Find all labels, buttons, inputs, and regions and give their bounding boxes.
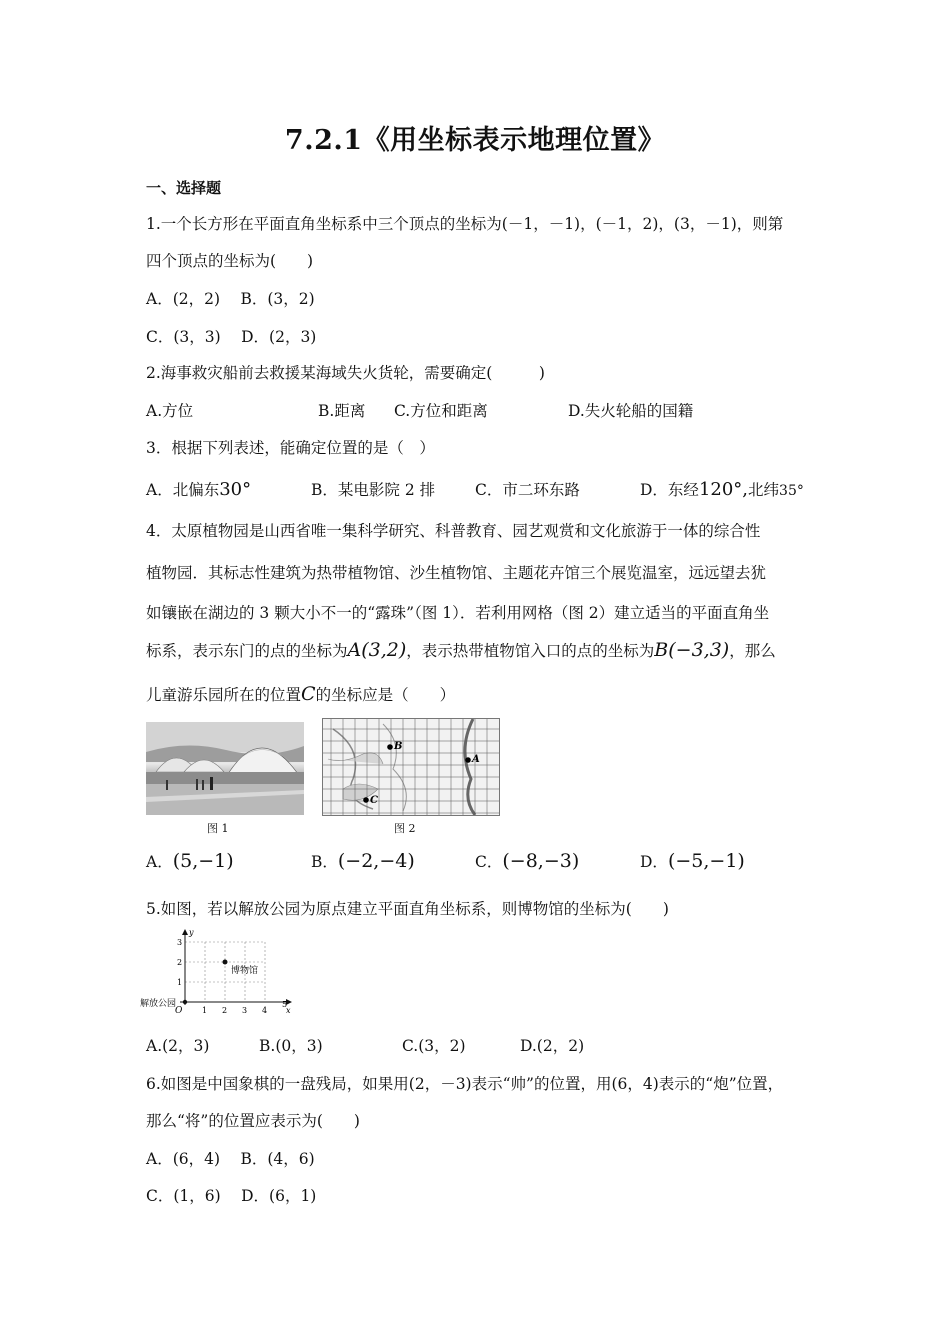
q5-origin-point: [183, 1000, 187, 1004]
q4-point-c: C: [301, 683, 316, 705]
q4-option-b-value: (−2,−4): [337, 850, 415, 872]
q4-option-b: [311, 850, 415, 872]
q2-stem: 2.海事救灾船前去救援某海域失火货轮，需要确定( ): [146, 364, 545, 382]
q5-option-a: A.(2，3): [146, 1037, 210, 1055]
map-label-c: C: [370, 795, 378, 806]
q5-museum-label: 博物馆: [231, 966, 259, 976]
q1-options-cd: C．(3，3) D．(2，3): [146, 328, 317, 346]
q5-x-tick: 2: [222, 1006, 228, 1015]
q4-option-d-label: D．: [640, 853, 668, 871]
q4-option-a-label: A．: [146, 853, 173, 871]
q5-stem: 5.如图，若以解放公园为原点建立平面直角坐标系，则博物馆的坐标为( ): [146, 900, 669, 918]
q4-stem-line2: 植物园．其标志性建筑为热带植物馆、沙生植物馆、主题花卉馆三个展览温室，远远望去犹: [146, 564, 767, 582]
q3-option-d: [640, 478, 804, 500]
q4-line4-part1: 标系，表示东门的点的坐标为: [146, 642, 348, 660]
q4-option-a-value: (5,−1): [172, 850, 234, 872]
dome-illustration: [146, 722, 304, 815]
q6-stem-line1: 6.如图是中国象棋的一盘残局，如果用(2，－3)表示“帅”的位置，用(6，4)表示的“炮”位置，: [146, 1075, 784, 1093]
map-point-c: [363, 797, 369, 803]
q5-y-tick: 1: [177, 978, 183, 987]
q4-stem-line4: [146, 639, 776, 661]
q5-option-b: B.(0，3): [259, 1037, 323, 1055]
q5-x-tick: 4: [262, 1006, 268, 1015]
q5-y-tick: 2: [177, 958, 183, 967]
q1-options-ab: A．(2，2) B．(3，2): [146, 290, 315, 308]
q3-option-c: C．市二环东路: [475, 481, 580, 499]
q5-origin-name: 解放公园: [140, 999, 177, 1009]
q5-x-tick: 3: [242, 1006, 248, 1015]
q6-stem-line2: 那么“将”的位置应表示为( ): [146, 1112, 360, 1130]
q3-option-b: B．某电影院 2 排: [311, 481, 436, 499]
map-point-a: [465, 757, 471, 763]
q4-stem-line1: 4．太原植物园是山西省唯一集科学研究、科普教育、园艺观赏和文化旅游于一体的综合性: [146, 522, 761, 540]
q4-option-c-label: C．: [475, 853, 503, 871]
section-heading: 一、选择题: [146, 179, 222, 197]
q3-option-d-text2: 北纬: [748, 481, 780, 499]
q4-option-d: [640, 850, 745, 872]
q4-option-b-label: B．: [311, 853, 338, 871]
q4-option-d-value: (−5,−1): [667, 850, 745, 872]
q5-x-tick: 1: [202, 1006, 208, 1015]
q1-stem-line1: 1.一个长方形在平面直角坐标系中三个顶点的坐标为(－1，－1)，(－1，2)，(3，－1)，则第: [146, 215, 784, 233]
q6-options-ab: A．(6，4) B．(4，6): [146, 1150, 315, 1168]
q3-option-a: [146, 478, 251, 500]
q6-options-cd: C．(1，6) D．(6，1): [146, 1187, 317, 1205]
q2-option-b: B.距离: [318, 402, 366, 420]
q4-point-a: A(3,2): [347, 639, 407, 661]
q5-x-axis-label: x: [286, 1006, 291, 1015]
q4-line4-part3: ，那么: [729, 642, 776, 660]
q4-option-a: [146, 850, 234, 872]
q4-stem-line3: 如镶嵌在湖边的 3 颗大小不一的“露珠”（图 1）．若利用网格（图 2）建立适当的平面直角坐: [146, 604, 770, 622]
q2-option-d: D.失火轮船的国籍: [568, 402, 694, 420]
q3-stem: 3．根据下列表述，能确定位置的是（ ）: [146, 439, 435, 457]
q1-stem-line2: 四个顶点的坐标为( ): [146, 252, 314, 270]
q5-x-tick: 5: [282, 1000, 288, 1009]
q3-option-d-text: D．东经: [640, 481, 699, 499]
map-grid-svg: [323, 719, 499, 815]
q5-y-axis-label: y: [189, 928, 194, 937]
q4-option-c-value: (−8,−3): [502, 850, 580, 872]
q5-coordinate-graph: [140, 927, 300, 1019]
map-label-a: A: [472, 754, 480, 765]
q5-origin-label: O: [175, 1006, 183, 1016]
figure-2-caption: 图 2: [394, 822, 416, 835]
q4-line4-part2: ，表示热带植物馆入口的点的坐标为: [406, 642, 655, 660]
q3-option-d-math2: 35°: [779, 483, 804, 499]
q4-stem-line5: [146, 683, 455, 705]
q5-y-tick: 3: [177, 938, 183, 947]
q5-option-c: C.(3，2): [402, 1037, 466, 1055]
q3-option-a-text: A．北偏东: [146, 481, 220, 499]
q4-line5-part1: 儿童游乐园所在的位置: [146, 686, 302, 704]
q2-option-a: A.方位: [146, 402, 194, 420]
map-label-b: B: [394, 741, 403, 752]
q5-museum-point: [223, 960, 228, 965]
page-title: 7.2.1《用坐标表示地理位置》: [284, 125, 666, 156]
q3-option-d-math: 120°,: [698, 479, 749, 500]
q5-graph-svg: [140, 927, 300, 1019]
map-point-b: [387, 744, 393, 750]
figure-2-map: [322, 718, 500, 816]
figure-1-photo: [146, 722, 304, 815]
figure-1-caption: 图 1: [207, 822, 229, 835]
q4-option-c: [475, 850, 579, 872]
q2-option-c: C.方位和距离: [394, 402, 488, 420]
q4-point-b: B(−3,3): [654, 639, 730, 661]
q3-option-a-math: 30°: [219, 479, 252, 500]
q5-option-d: D.(2，2): [520, 1037, 585, 1055]
q4-line5-part2: 的坐标应是（ ）: [315, 686, 456, 704]
